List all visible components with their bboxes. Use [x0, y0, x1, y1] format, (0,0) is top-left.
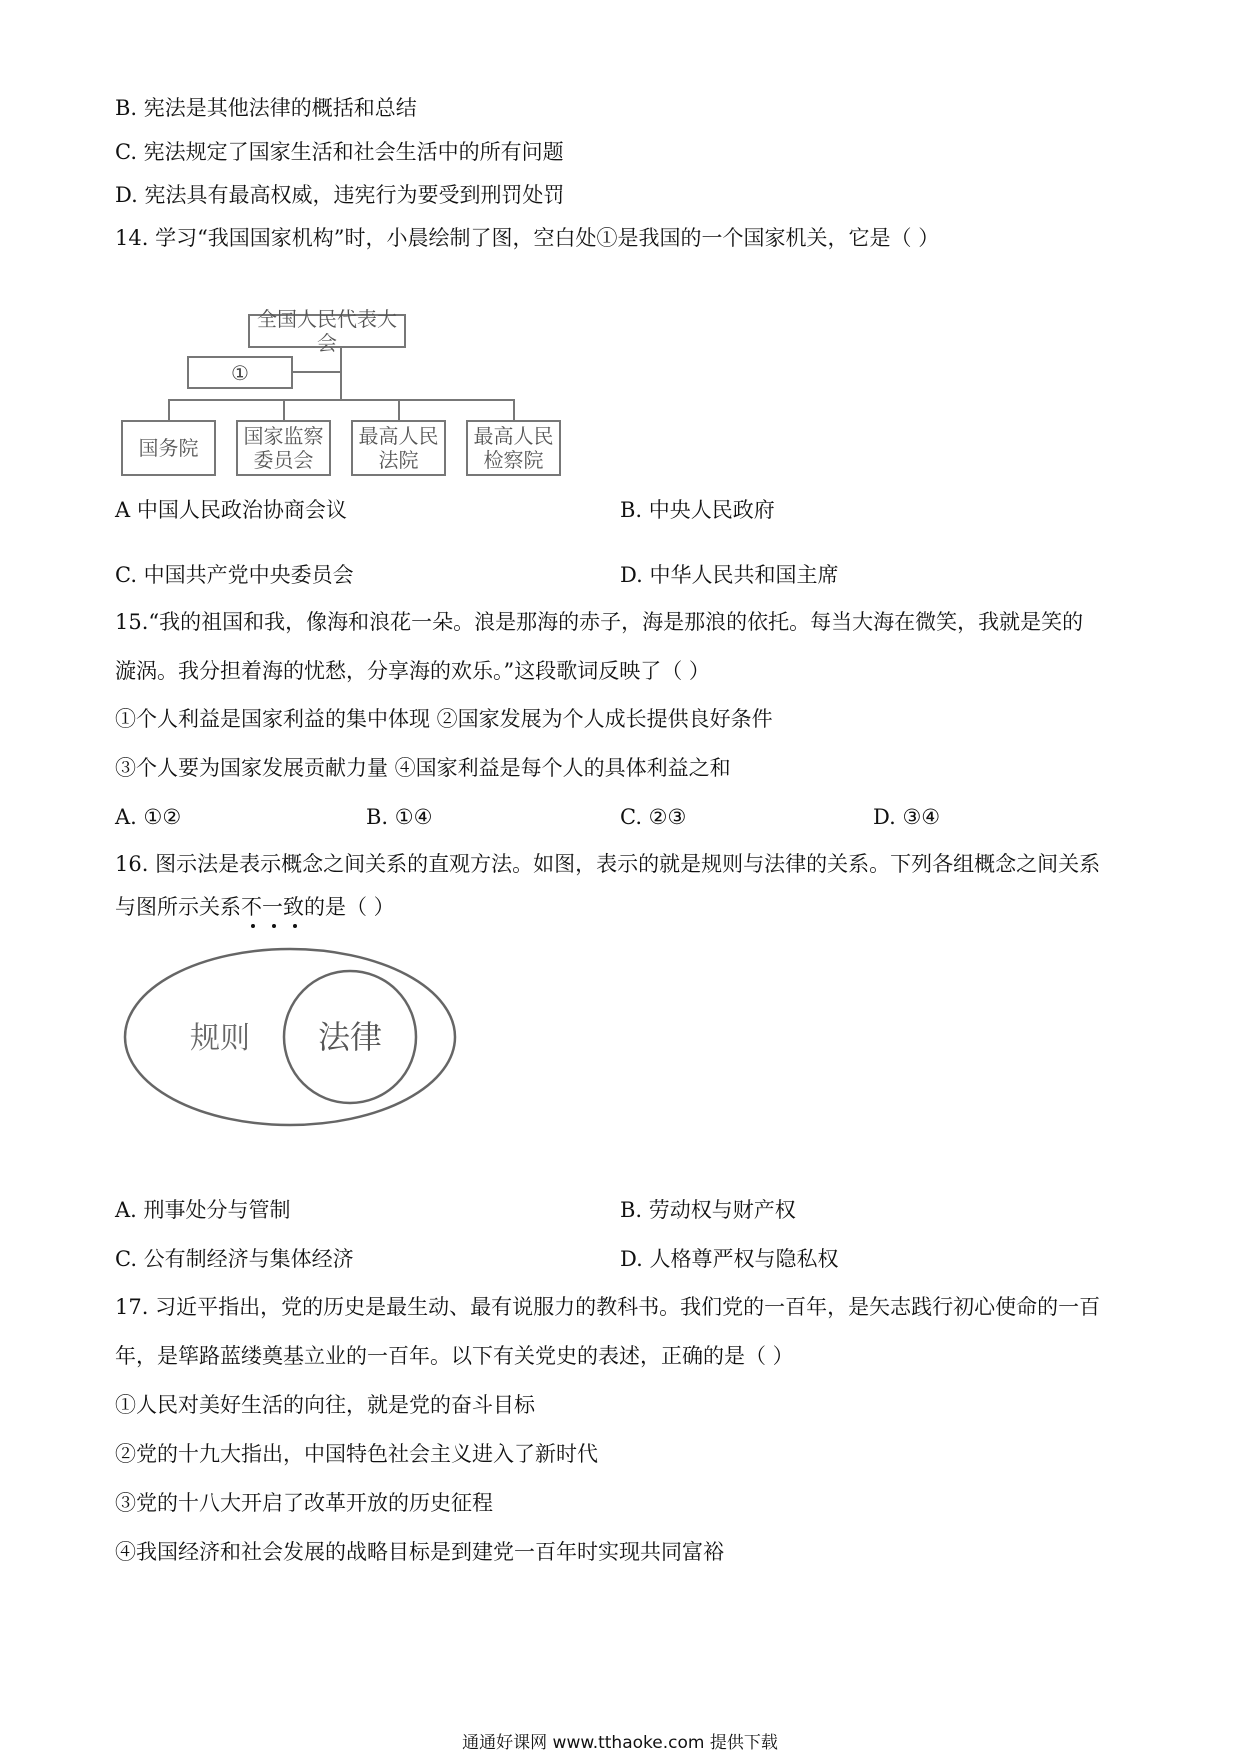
q14-option-b: B. 中央人民政府: [620, 498, 775, 522]
q16-stem-line2: 与图所示关系不一致的是（ ）: [115, 895, 395, 919]
q13-option-b: B. 宪法是其他法律的概括和总结: [115, 96, 417, 120]
q13-option-d: D. 宪法具有最高权威，违宪行为要受到刑罚处罚: [115, 183, 565, 207]
q14-option-a: A 中国人民政治协商会议: [115, 498, 347, 522]
page-footer: 通通好课网 www.tthaoke.com 提供下载: [462, 1733, 778, 1753]
diagram-state-council-box: 国务院: [121, 420, 216, 476]
q15-statement-12: ①个人利益是国家利益的集中体现 ②国家发展为个人成长提供良好条件: [115, 707, 773, 731]
q15-option-b: B. ①④: [366, 805, 433, 829]
emphasis-dot: [293, 924, 297, 928]
diagram-procuratorate-box: 最高人民 检察院: [466, 420, 561, 476]
q14-stem: 14. 学习“我国国家机构”时，小晨绘制了图，空白处①是我国的一个国家机关，它是（ ）: [115, 226, 940, 250]
emphasis-dot: [251, 924, 255, 928]
diagram-blank-box: ①: [187, 356, 293, 389]
q15-option-c: C. ②③: [620, 805, 687, 829]
q16-stem-line1: 16. 图示法是表示概念之间关系的直观方法。如图，表示的就是规则与法律的关系。下列各组概念之间关系: [115, 852, 1101, 876]
inner-label: 法律: [317, 1018, 383, 1056]
q16-option-b: B. 劳动权与财产权: [620, 1198, 796, 1222]
q17-statement-4: ④我国经济和社会发展的战略目标是到建党一百年时实现共同富裕: [115, 1540, 724, 1564]
q16-option-c: C. 公有制经济与集体经济: [115, 1247, 354, 1271]
rule-law-venn-diagram: [120, 940, 470, 1140]
q16-option-d: D. 人格尊严权与隐私权: [620, 1247, 839, 1271]
q17-statement-2: ②党的十九大指出，中国特色社会主义进入了新时代: [115, 1442, 598, 1466]
diagram-supreme-court-box: 最高人民 法院: [351, 420, 446, 476]
q13-option-c: C. 宪法规定了国家生活和社会生活中的所有问题: [115, 140, 564, 164]
diagram-npc-box: 全国人民代表大会: [248, 314, 406, 348]
q16-option-a: A. 刑事处分与管制: [115, 1198, 291, 1222]
diagram-supervisory-box: 国家监察 委员会: [236, 420, 331, 476]
q17-stem-line2: 年，是筚路蓝缕奠基立业的一百年。以下有关党史的表述，正确的是（ ）: [115, 1344, 794, 1368]
emphasis-dot: [272, 924, 276, 928]
outer-ellipse-rules: [125, 949, 455, 1125]
q14-option-c: C. 中国共产党中央委员会: [115, 563, 354, 587]
q15-statement-34: ③个人要为国家发展贡献力量 ④国家利益是每个人的具体利益之和: [115, 756, 731, 780]
q15-option-a: A. ①②: [115, 805, 182, 829]
q14-option-d: D. 中华人民共和国主席: [620, 563, 839, 587]
outer-label: 规则: [190, 1021, 250, 1056]
q15-stem-line2: 漩涡。我分担着海的忧愁，分享海的欢乐。”这段歌词反映了（ ）: [115, 659, 710, 683]
q15-option-d: D. ③④: [873, 805, 941, 829]
q17-stem-line1: 17. 习近平指出，党的历史是最生动、最有说服力的教科书。我们党的一百年，是矢志践行初心使命的一百: [115, 1295, 1101, 1319]
q17-statement-3: ③党的十八大开启了改革开放的历史征程: [115, 1491, 493, 1515]
q17-statement-1: ①人民对美好生活的向往，就是党的奋斗目标: [115, 1393, 535, 1417]
q15-stem-line1: 15.“我的祖国和我，像海和浪花一朵。浪是那海的赤子，海是那浪的依托。每当大海在微笑，我就是笑的: [115, 610, 1084, 634]
